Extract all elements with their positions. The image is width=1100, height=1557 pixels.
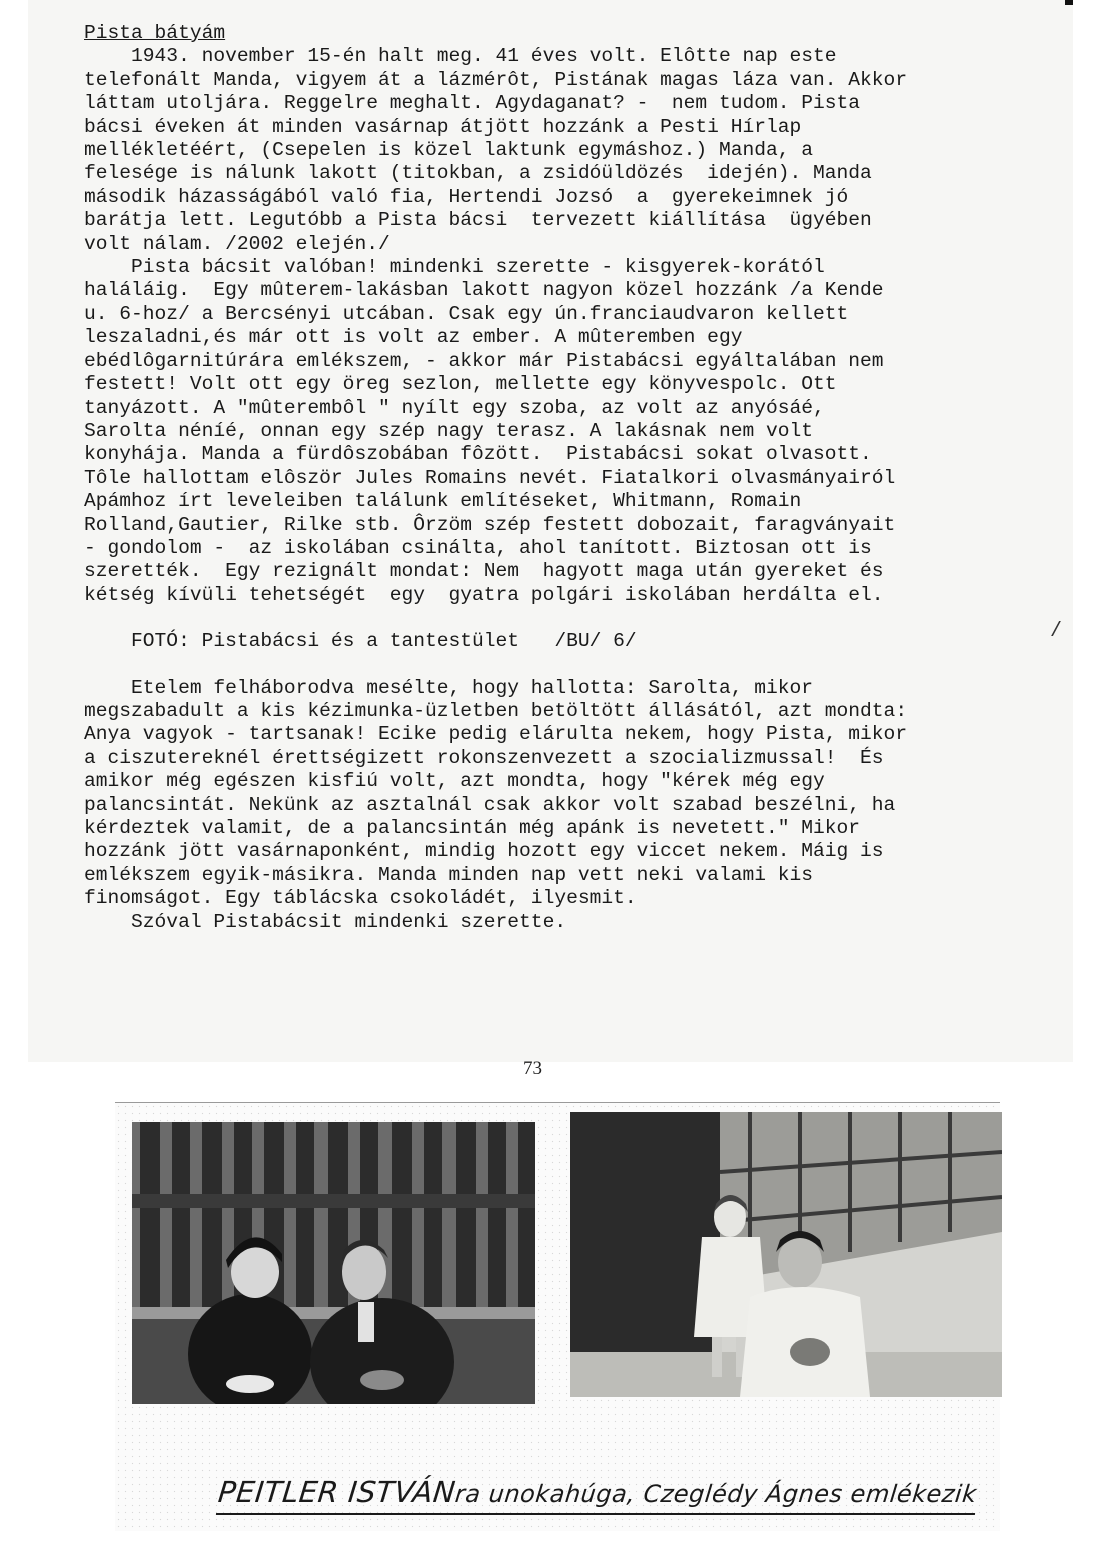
text-line: Szóval Pistabácsit mindenki szerette. xyxy=(84,910,567,933)
handwritten-caption xyxy=(216,1475,979,1515)
text-line: Etelem felháborodva mesélte, hogy hallotta: Sarolta, mikor xyxy=(84,676,814,699)
text-line: konyhája. Manda a fürdôszobában fôzött. Pistabácsi sokat olvasott. xyxy=(84,443,872,466)
text-line: kérdeztek valamit, de a palancsintán még apánk is nevetett." Mikor xyxy=(84,817,861,839)
caption-name: PEITLER ISTVÁN xyxy=(216,1475,458,1509)
text-line: Sarolta néníé, onnan egy szép nagy terasz. A lakásnak nem volt xyxy=(84,419,814,442)
text-line: festett! Volt ott egy öreg sezlon, mellette egy könyvespolc. Ott xyxy=(84,373,837,396)
paragraphs xyxy=(84,45,1044,934)
paragraph-gap xyxy=(84,654,1044,677)
text-line: Rolland,Gautier, Rilke stb. Ôrzöm szép festett dobozait, faragványait xyxy=(84,513,896,536)
text-line: haláláig. Egy mûterem-lakásban lakott nagyon közel hozzánk /a Kende xyxy=(84,279,884,302)
text-line: 1943. november 15-én halt meg. 41 éves volt. Elôtte nap este xyxy=(84,45,837,68)
paragraph-gap xyxy=(84,607,1044,630)
text-line: mellékletéért, (Csepelen is közel laktunk egymáshoz.) Manda, a xyxy=(84,139,814,162)
text-line: palancsintát. Nekünk az asztalnál csak akkor volt szabad beszélni, ha xyxy=(84,793,896,816)
text-line: bácsi éveken át minden vasárnap átjött hozzánk a Pesti Hírlap xyxy=(84,115,802,138)
text-line: kétség kívüli tehetségét egy gyatra polgári iskolában herdálta el. xyxy=(84,583,884,606)
typed-text-block xyxy=(84,22,1044,934)
text-line: tanyázott. A "mûterembôl " nyílt egy szoba, az volt az anyósáé, xyxy=(84,396,825,419)
caption-rest: ra unokahúga, Czeglédy Ágnes emlékezik xyxy=(453,1480,979,1508)
text-line: emlékszem egyik-másikra. Manda minden nap vett neki valami kis xyxy=(84,863,814,886)
text-line: megszabadult a kis kézimunka-üzletben betöltött állásától, azt mondta: xyxy=(84,699,908,722)
text-line: telefonált Manda, vigyem át a lázmérôt, Pistának magas láza van. Akkor xyxy=(84,68,908,91)
page-title: Pista bátyám xyxy=(84,22,226,44)
text-line: amikor még egészen kisfiú volt, azt mondta, hogy "kérek még egy xyxy=(84,770,825,793)
text-line: - gondolom - az iskolában csinálta, ahol tanított. Biztosan ott is xyxy=(84,536,872,559)
text-line: leszaladni,és már ott is volt az ember. A mûteremben egy xyxy=(84,326,743,349)
text-line: szerették. Egy rezignált mondat: Nem hagyott maga után gyereket és xyxy=(84,560,884,583)
text-line: Pista bácsit valóban! mindenki szerette - kisgyerek-korától xyxy=(84,256,825,279)
text-line: u. 6-hoz/ a Bercsényi utcában. Csak egy ún.franciaudvaron kellett xyxy=(84,302,849,325)
text-line: barátja lett. Legutóbb a Pista bácsi tervezett kiállítása ügyében xyxy=(84,209,872,232)
photo-couple-on-bench xyxy=(132,1122,535,1404)
text-line: láttam utoljára. Reggelre meghalt. Agydaganat? - nem tudom. Pista xyxy=(84,92,861,115)
text-line: Tôle hallottam elôször Jules Romains nevét. Fiatalkori olvasmányairól xyxy=(84,466,896,489)
text-line: FOTÓ: Pistabácsi és a tantestület /BU/ 6/ xyxy=(84,630,637,653)
text-line: Apámhoz írt leveleiben találunk említéseket, Whitmann, Romain xyxy=(84,490,802,513)
scan-corner-mark xyxy=(1065,0,1073,5)
text-line: hozzánk jött vasárnaponként, mindig hozott egy viccet nekem. Máig is xyxy=(84,840,884,863)
text-line: finomságot. Egy táblácska csokoládét, ilyesmit. xyxy=(84,887,637,910)
text-line: Anya vagyok - tartsanak! Ecike pedig elárulta nekem, hogy Pista, mikor xyxy=(84,723,908,746)
page-number: 73 xyxy=(523,1058,542,1079)
text-line: felesége is nálunk lakott (titokban, a zsidóüldözés idején). Manda xyxy=(84,162,872,185)
text-line: második házasságából való fia, Hertendi Jozsó a gyerekeimnek jó xyxy=(84,185,849,208)
text-line: a ciszutereknél érettségizett rokonszenvezett a szocializmussal! És xyxy=(84,746,884,769)
text-line: ebédlôgarnitúrára emlékszem, - akkor már Pistabácsi egyáltalában nem xyxy=(84,349,884,372)
margin-mark: / xyxy=(1050,620,1063,643)
photo-girl-and-man xyxy=(570,1112,1002,1397)
text-line: volt nálam. /2002 elején./ xyxy=(84,232,390,255)
